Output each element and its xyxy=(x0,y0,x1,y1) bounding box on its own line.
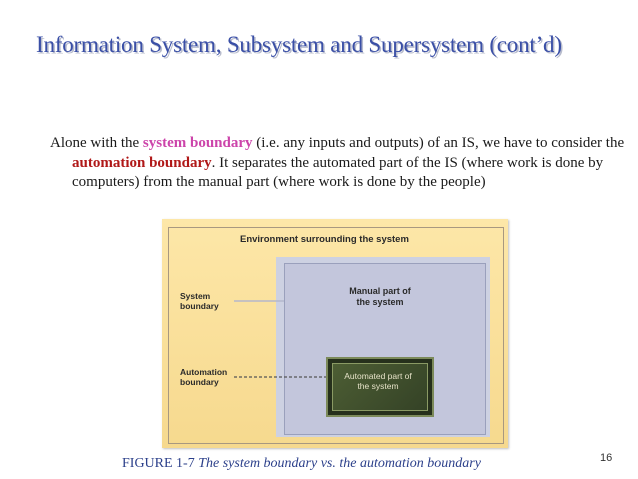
manual-part-label-line-1: Manual part of xyxy=(349,286,411,296)
automation-boundary-label-line-2: boundary xyxy=(180,377,219,387)
caption-prefix: FIGURE 1-7 xyxy=(122,456,199,471)
automation-boundary-highlight: automation boundary xyxy=(72,154,212,171)
environment-label: Environment surrounding the system xyxy=(240,234,409,245)
body-text-part-3: . It separates the automated part of the IS (where work is done by computers) from the manual part (where work is done by the people) xyxy=(72,154,604,190)
manual-part-label-line-2: the system xyxy=(356,297,404,307)
automated-part-label-line-1: Automated part of xyxy=(344,371,412,381)
page-number: 16 xyxy=(600,452,613,464)
caption-text: The system boundary vs. the automation boundary xyxy=(198,456,481,471)
body-text-part-2: (i.e. any inputs and outputs) of an IS, we have to consider the xyxy=(252,135,625,151)
body-text-part-1: Alone with the xyxy=(50,135,143,151)
system-boundary-label-line-2: boundary xyxy=(180,301,219,311)
automation-boundary-label-line-1: Automation xyxy=(180,367,228,377)
system-boundary-highlight: system boundary xyxy=(142,135,253,151)
system-boundary-label-line-1: System xyxy=(180,291,211,301)
system-boundary-figure xyxy=(162,219,508,448)
automated-part-label-line-2: the system xyxy=(357,381,399,391)
body-paragraph xyxy=(50,134,638,193)
boundary-pointer-lines xyxy=(162,219,508,448)
slide-title: Information System, Subsystem and Supersystem (cont’d) xyxy=(36,32,562,57)
figure-caption xyxy=(122,456,481,472)
